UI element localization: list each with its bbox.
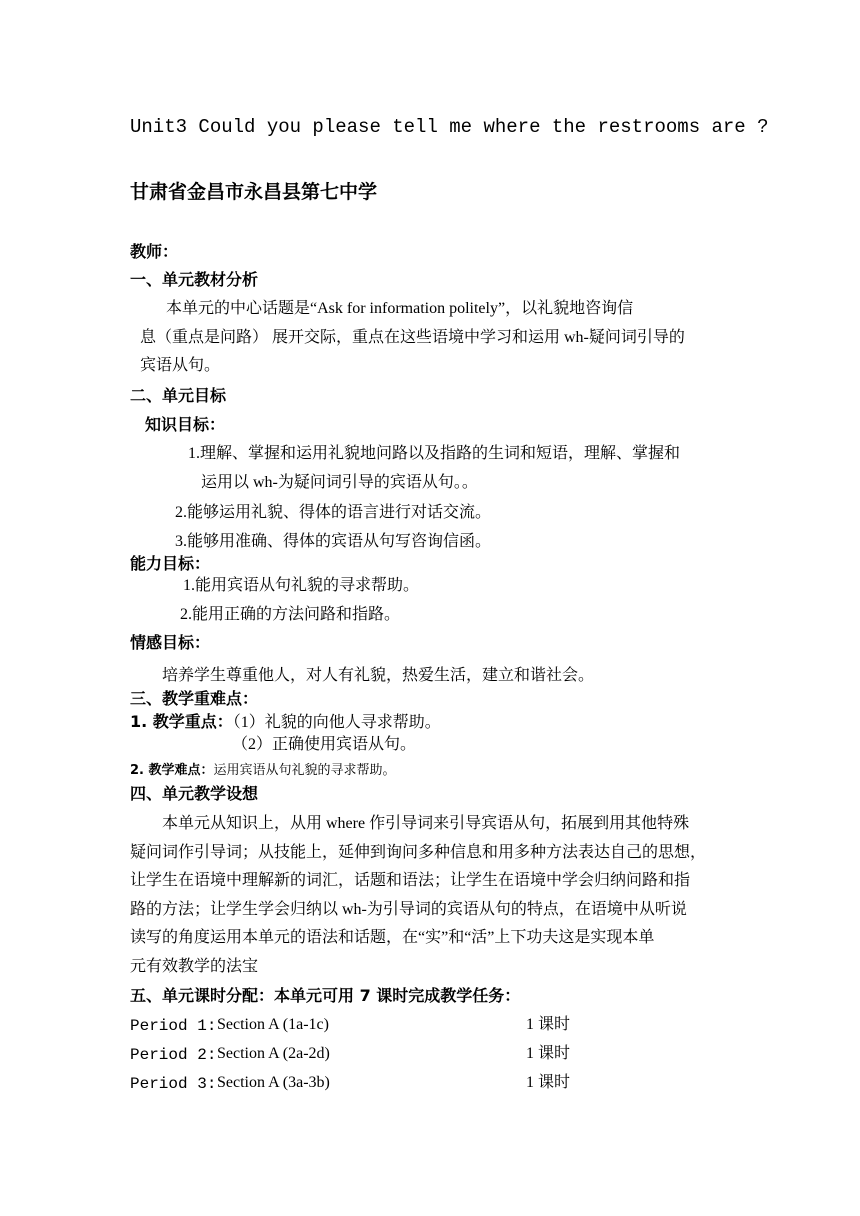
difficulty-text: 运用宾语从句礼貌的寻求帮助。	[213, 762, 396, 777]
section-4-line-1: 本单元从知识上，从用 where 作引导词来引导宾语从句，拓展到用其他特殊	[162, 815, 690, 832]
emotion-goals-label: 情感目标：	[130, 633, 211, 652]
school-name: 甘肃省金昌市永昌县第七中学	[130, 181, 378, 203]
period-section: Section A (2a-2d)	[217, 1045, 330, 1062]
section-4-line-6: 元有效教学的法宝	[130, 958, 259, 975]
section-5-heading: 五、单元课时分配：本单元可用 7 课时完成教学任务：	[130, 986, 521, 1005]
key-point-2: （2）正确使用宾语从句。	[232, 736, 417, 753]
period-label: Period 2:	[130, 1046, 217, 1064]
difficulty-label: 2. 教学难点：	[130, 763, 214, 778]
period-row	[130, 1017, 750, 1034]
ability-goals-label: 能力目标：	[130, 554, 211, 573]
knowledge-item-1: 1.理解、掌握和运用礼貌地问路以及指路的生词和短语，理解、掌握和	[188, 445, 681, 462]
knowledge-goals-label: 知识目标：	[145, 415, 226, 434]
period-row	[130, 1075, 750, 1092]
knowledge-item-1-cont: 运用以 wh-为疑问词引导的宾语从句。。	[201, 474, 478, 491]
section-3-heading: 三、教学重难点：	[130, 689, 259, 708]
period-label: Period 3:	[130, 1075, 217, 1093]
knowledge-item-3: 3.能够用准确、得体的宾语从句写咨询信函。	[175, 533, 492, 550]
period-row	[130, 1046, 750, 1063]
section-1-line-1: 本单元的中心话题是“Ask for information politely”，以礼貌地咨询信	[166, 300, 634, 317]
period-hours: 1 课时	[526, 1016, 571, 1033]
document-title: Unit3 Could you please tell me where the restrooms are ?	[130, 116, 769, 138]
period-hours: 1 课时	[526, 1045, 571, 1062]
period-hours: 1 课时	[526, 1074, 571, 1091]
difficulty-row	[130, 761, 396, 777]
section-4-line-2: 疑问词作引导词；从技能上，延伸到询问多种信息和用多种方法表达自己的思想，	[130, 844, 707, 861]
period-label: Period 1:	[130, 1017, 217, 1035]
emotion-goals-text: 培养学生尊重他人，对人有礼貌，热爱生活，建立和谐社会。	[162, 667, 595, 684]
section-1-heading: 一、单元教材分析	[130, 270, 259, 289]
section-4-line-3: 让学生在语境中理解新的词汇，话题和语法；让学生在语境中学会归纳问路和指	[130, 872, 691, 889]
ability-item-2: 2.能用正确的方法问路和指路。	[180, 606, 401, 623]
period-section: Section A (1a-1c)	[217, 1016, 329, 1033]
section-4-line-4: 路的方法；让学生学会归纳以 wh-为引导词的宾语从句的特点，在语境中从听说	[130, 901, 687, 918]
ability-item-1: 1.能用宾语从句礼貌的寻求帮助。	[183, 577, 420, 594]
section-1-line-3: 宾语从句。	[140, 357, 221, 374]
key-points-label: 1. 教学重点：	[130, 712, 233, 731]
section-2-heading: 二、单元目标	[130, 386, 227, 405]
section-1-line-2: 息（重点是问路） 展开交际，重点在这些语境中学习和运用 wh-疑问词引导的	[140, 329, 685, 346]
key-points-row	[130, 714, 441, 731]
section-4-line-5: 读写的角度运用本单元的语法和话题，在“实”和“活”上下功夫这是实现本单	[130, 929, 655, 946]
teacher-label: 教师：	[130, 242, 179, 261]
period-section: Section A (3a-3b)	[217, 1074, 330, 1091]
section-4-heading: 四、单元教学设想	[130, 784, 259, 803]
knowledge-item-2: 2.能够运用礼貌、得体的语言进行对话交流。	[175, 504, 492, 521]
key-point-1: （1）礼貌的向他人寻求帮助。	[232, 714, 441, 731]
